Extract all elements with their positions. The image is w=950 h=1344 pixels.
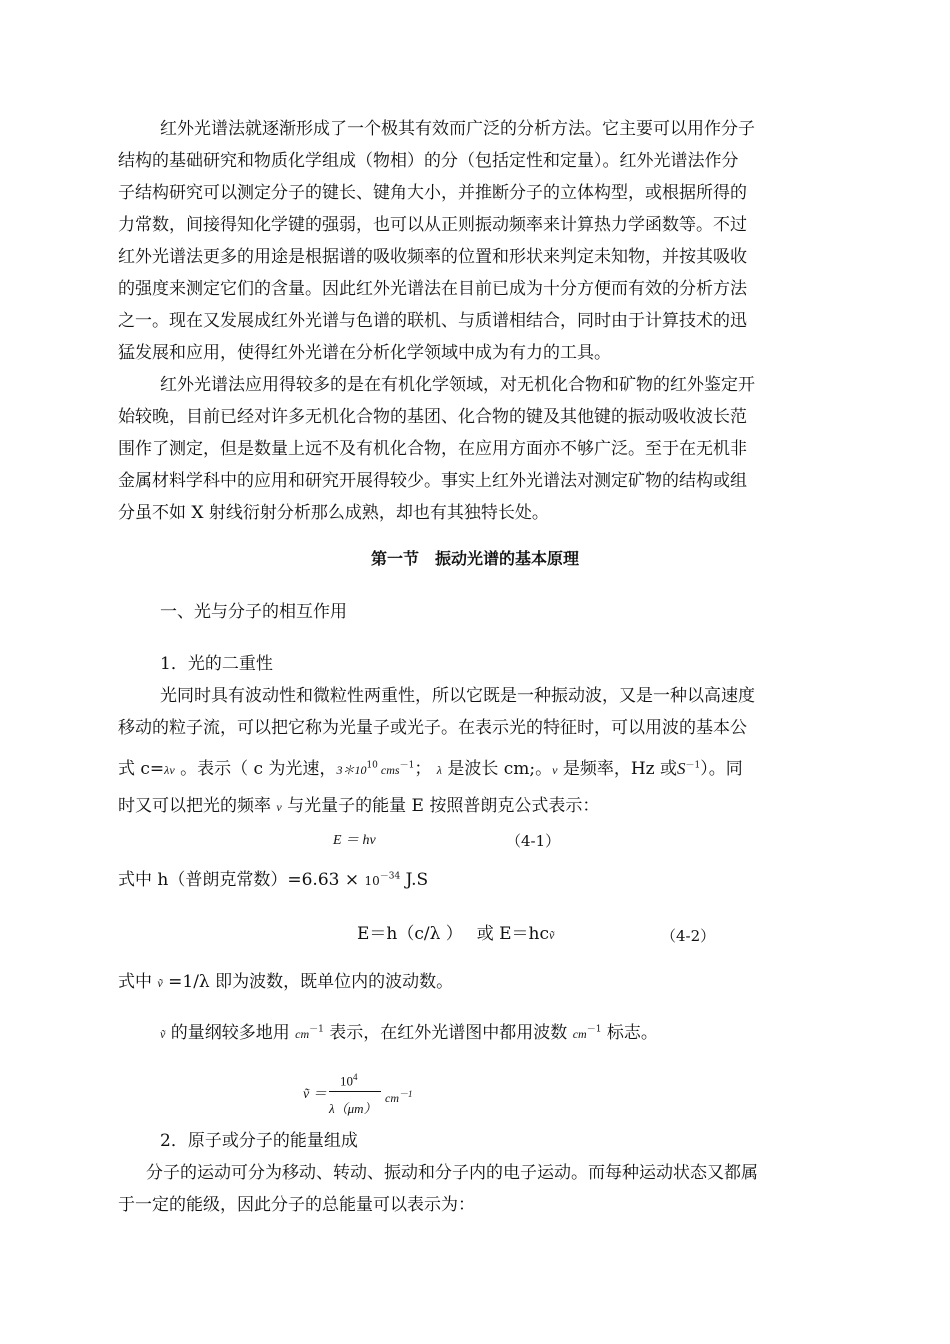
- paragraph-line: 力常数，间接得知化学键的强弱，也可以从正则振动频率来计算热力学函数等。不过: [118, 215, 747, 235]
- paragraph-line: 猛发展和应用，使得红外光谱在分析化学领域中成为有力的工具。: [118, 343, 611, 363]
- lambda-nu-symbol: λν: [164, 763, 175, 777]
- paragraph-line: 的强度来测定它们的含量。因此红外光谱法在目前已成为十分方便而有效的分析方法: [118, 279, 747, 299]
- paragraph-line: 子结构研究可以测定分子的键长、键角大小，并推断分子的立体构型，或根据所得的: [118, 183, 747, 203]
- document-page: 红外光谱法就逐渐形成了一个极其有效而广泛的分析方法。它主要可以用作分子 结构的基础研究和物质化学组成（物相）的分（包括定性和定量）。红外光谱法作分 子结构研究可以测定分子的键长、键角大小，并推断分子的立体构型，或根据所得的 力常数，间接得知化学键的强弱，也可以从正则振动频率来计算热力学函数等。不过 红外光谱法更多的用途是根据谱的吸收频率的位置和形状来判定未知物，并按其吸收 的强度来测定它们的含量。因此红外光谱法在目前已成为十分方便而有效的分析方法 之一。现在又发展成红外光谱与色谱的联机、与质谱相结合，同时由于计算技术的迅 猛发展和应用，使得红外光谱在分析化学领域中成为有力的工具。 红外光谱法应用得较多的是在有机化学领域，对无机化合物和矿物的红外鉴定开 始较晚，目前已经对许多无机化合物的基团、化合物的键及其他键的振动吸收波长范 围作了测定，但是数量上远不及有机化合物，在应用方面亦不够广泛。至于在无机非 金属材料学科中的应用和研究开展得较少。事实上红外光谱法对测定矿物的结构或组 分虽不如 X 射线衍射分析那么成熟，却也有其独特长处。 第一节 振动光谱的基本原理 一、光与分子的相互作用 1．光的二重性 光同时具有波动性和微粒性两重性，所以它既是一种振动波，又是一种以高速度 移动的粒子流，可以把它称为光量子或光子。在表示光的特征时，可以用波的基本公 式 c=λν 。表示（ c 为光速，$3*10^{10}$ cms$^{-1}$； λ 是波长 cm;。ν 是频率，Hz 或$S^{-1}$）。同 时又可以把光的频率 ν 与光量子的能量 E 按照普朗克公式表示： E ＝ hν （4-1） 式中 h（普朗克常数）$=6.63 \times 10^{-34}$ J.S E＝h（c/λ ） 或 E＝hcṽ （4-2） 式中 ṽ =1/λ 即为波数，既单位内的波动数。 ṽ 的量纲较多地用 $cm^{-1}$ 表示，在红外光谱图中都用波数 $cm^{-1}$ 标志。 ṽ ＝ $10^4$ λ（μm） $cm^{-1}$ 2．原子或分子的能量组成 分子的运动可分为移动、转动、振动和分子内的电子运动。而每种运动状态又都属 于一定的能级，因此分子的总能量可以表示为：: [0, 0, 950, 1344]
- planck-line: 时又可以把光的频率 ν 与光量子的能量 E 按照普朗克公式表示：: [118, 796, 600, 816]
- wavenumber-symbol: ṽ: [160, 1027, 166, 1041]
- section-title: 第一节 振动光谱的基本原理: [370, 549, 579, 568]
- equation-4-1: E ＝ hν: [333, 833, 376, 848]
- planck-constant-line: 式中 h（普朗克常数）$=6.63 \times 10^{-34}$ J.S: [118, 870, 429, 890]
- wavenumber-symbol: ṽ: [548, 928, 555, 942]
- nu-symbol: ν: [276, 800, 282, 814]
- paragraph-line: 围作了测定，但是数量上远不及有机化合物，在应用方面亦不够广泛。至于在无机非: [118, 439, 747, 459]
- fraction-bar: [329, 1091, 381, 1092]
- paragraph-line: 始较晚，目前已经对许多无机化合物的基团、化合物的键及其他键的振动吸收波长范: [118, 407, 747, 427]
- paragraph-line: 金属材料学科中的应用和研究开展得较少。事实上红外光谱法对测定矿物的结构或组: [118, 471, 747, 491]
- paragraph-line: 光同时具有波动性和微粒性两重性，所以它既是一种振动波，又是一种以高速度: [160, 686, 755, 706]
- fraction-denominator: λ（μm）: [329, 1101, 377, 1116]
- fraction-unit: $cm^{-1}$: [385, 1089, 413, 1105]
- paragraph-line: 之一。现在又发展成红外光谱与色谱的联机、与质谱相结合，同时由于计算技术的迅: [118, 311, 747, 331]
- paragraph-line: 红外光谱法就逐渐形成了一个极其有效而广泛的分析方法。它主要可以用作分子: [160, 119, 755, 139]
- paragraph-line: 移动的粒子流，可以把它称为光量子或光子。在表示光的特征时，可以用波的基本公: [118, 718, 747, 738]
- wavenumber-definition: 式中 ṽ =1/λ 即为波数，既单位内的波动数。: [118, 972, 454, 992]
- lambda-symbol: λ: [436, 763, 442, 777]
- paragraph-line: 分虽不如 X 射线衍射分析那么成熟，却也有其独特长处。: [118, 503, 549, 523]
- formula-line: 式 c=λν 。表示（ c 为光速，$3*10^{10}$ cms$^{-1}$； λ 是波长 cm;。ν 是频率，Hz 或$S^{-1}$）。同: [118, 759, 743, 779]
- nu-symbol: ν: [552, 763, 558, 777]
- equation-4-2: E＝h（c/λ ） 或 E＝hcṽ: [357, 924, 555, 944]
- paragraph-line: 红外光谱法应用得较多的是在有机化学领域，对无机化合物和矿物的红外鉴定开: [160, 375, 755, 395]
- paragraph-line: 红外光谱法更多的用途是根据谱的吸收频率的位置和形状来判定未知物，并按其吸收: [118, 247, 747, 267]
- paragraph-line: 结构的基础研究和物质化学组成（物相）的分（包括定性和定量）。红外光谱法作分: [118, 151, 739, 171]
- equation-number: （4-2）: [661, 927, 716, 945]
- item-title: 2．原子或分子的能量组成: [160, 1131, 358, 1151]
- subsection-title: 一、光与分子的相互作用: [160, 602, 347, 622]
- item-title: 1．光的二重性: [160, 654, 273, 674]
- wavenumber-symbol: ṽ: [157, 976, 163, 990]
- paragraph-line: 分子的运动可分为移动、转动、振动和分子内的电子运动。而每种运动状态又都属: [146, 1163, 758, 1183]
- speed-value: 3＊10: [336, 763, 367, 777]
- wavenumber-unit-line: ṽ 的量纲较多地用 $cm^{-1}$ 表示，在红外光谱图中都用波数 $cm^{-1}$ 标志。: [160, 1023, 658, 1043]
- equation-number: （4-1）: [506, 832, 561, 850]
- paragraph-line: 于一定的能级，因此分子的总能量可以表示为：: [118, 1195, 475, 1215]
- fraction-numerator: $10^4$: [340, 1072, 358, 1089]
